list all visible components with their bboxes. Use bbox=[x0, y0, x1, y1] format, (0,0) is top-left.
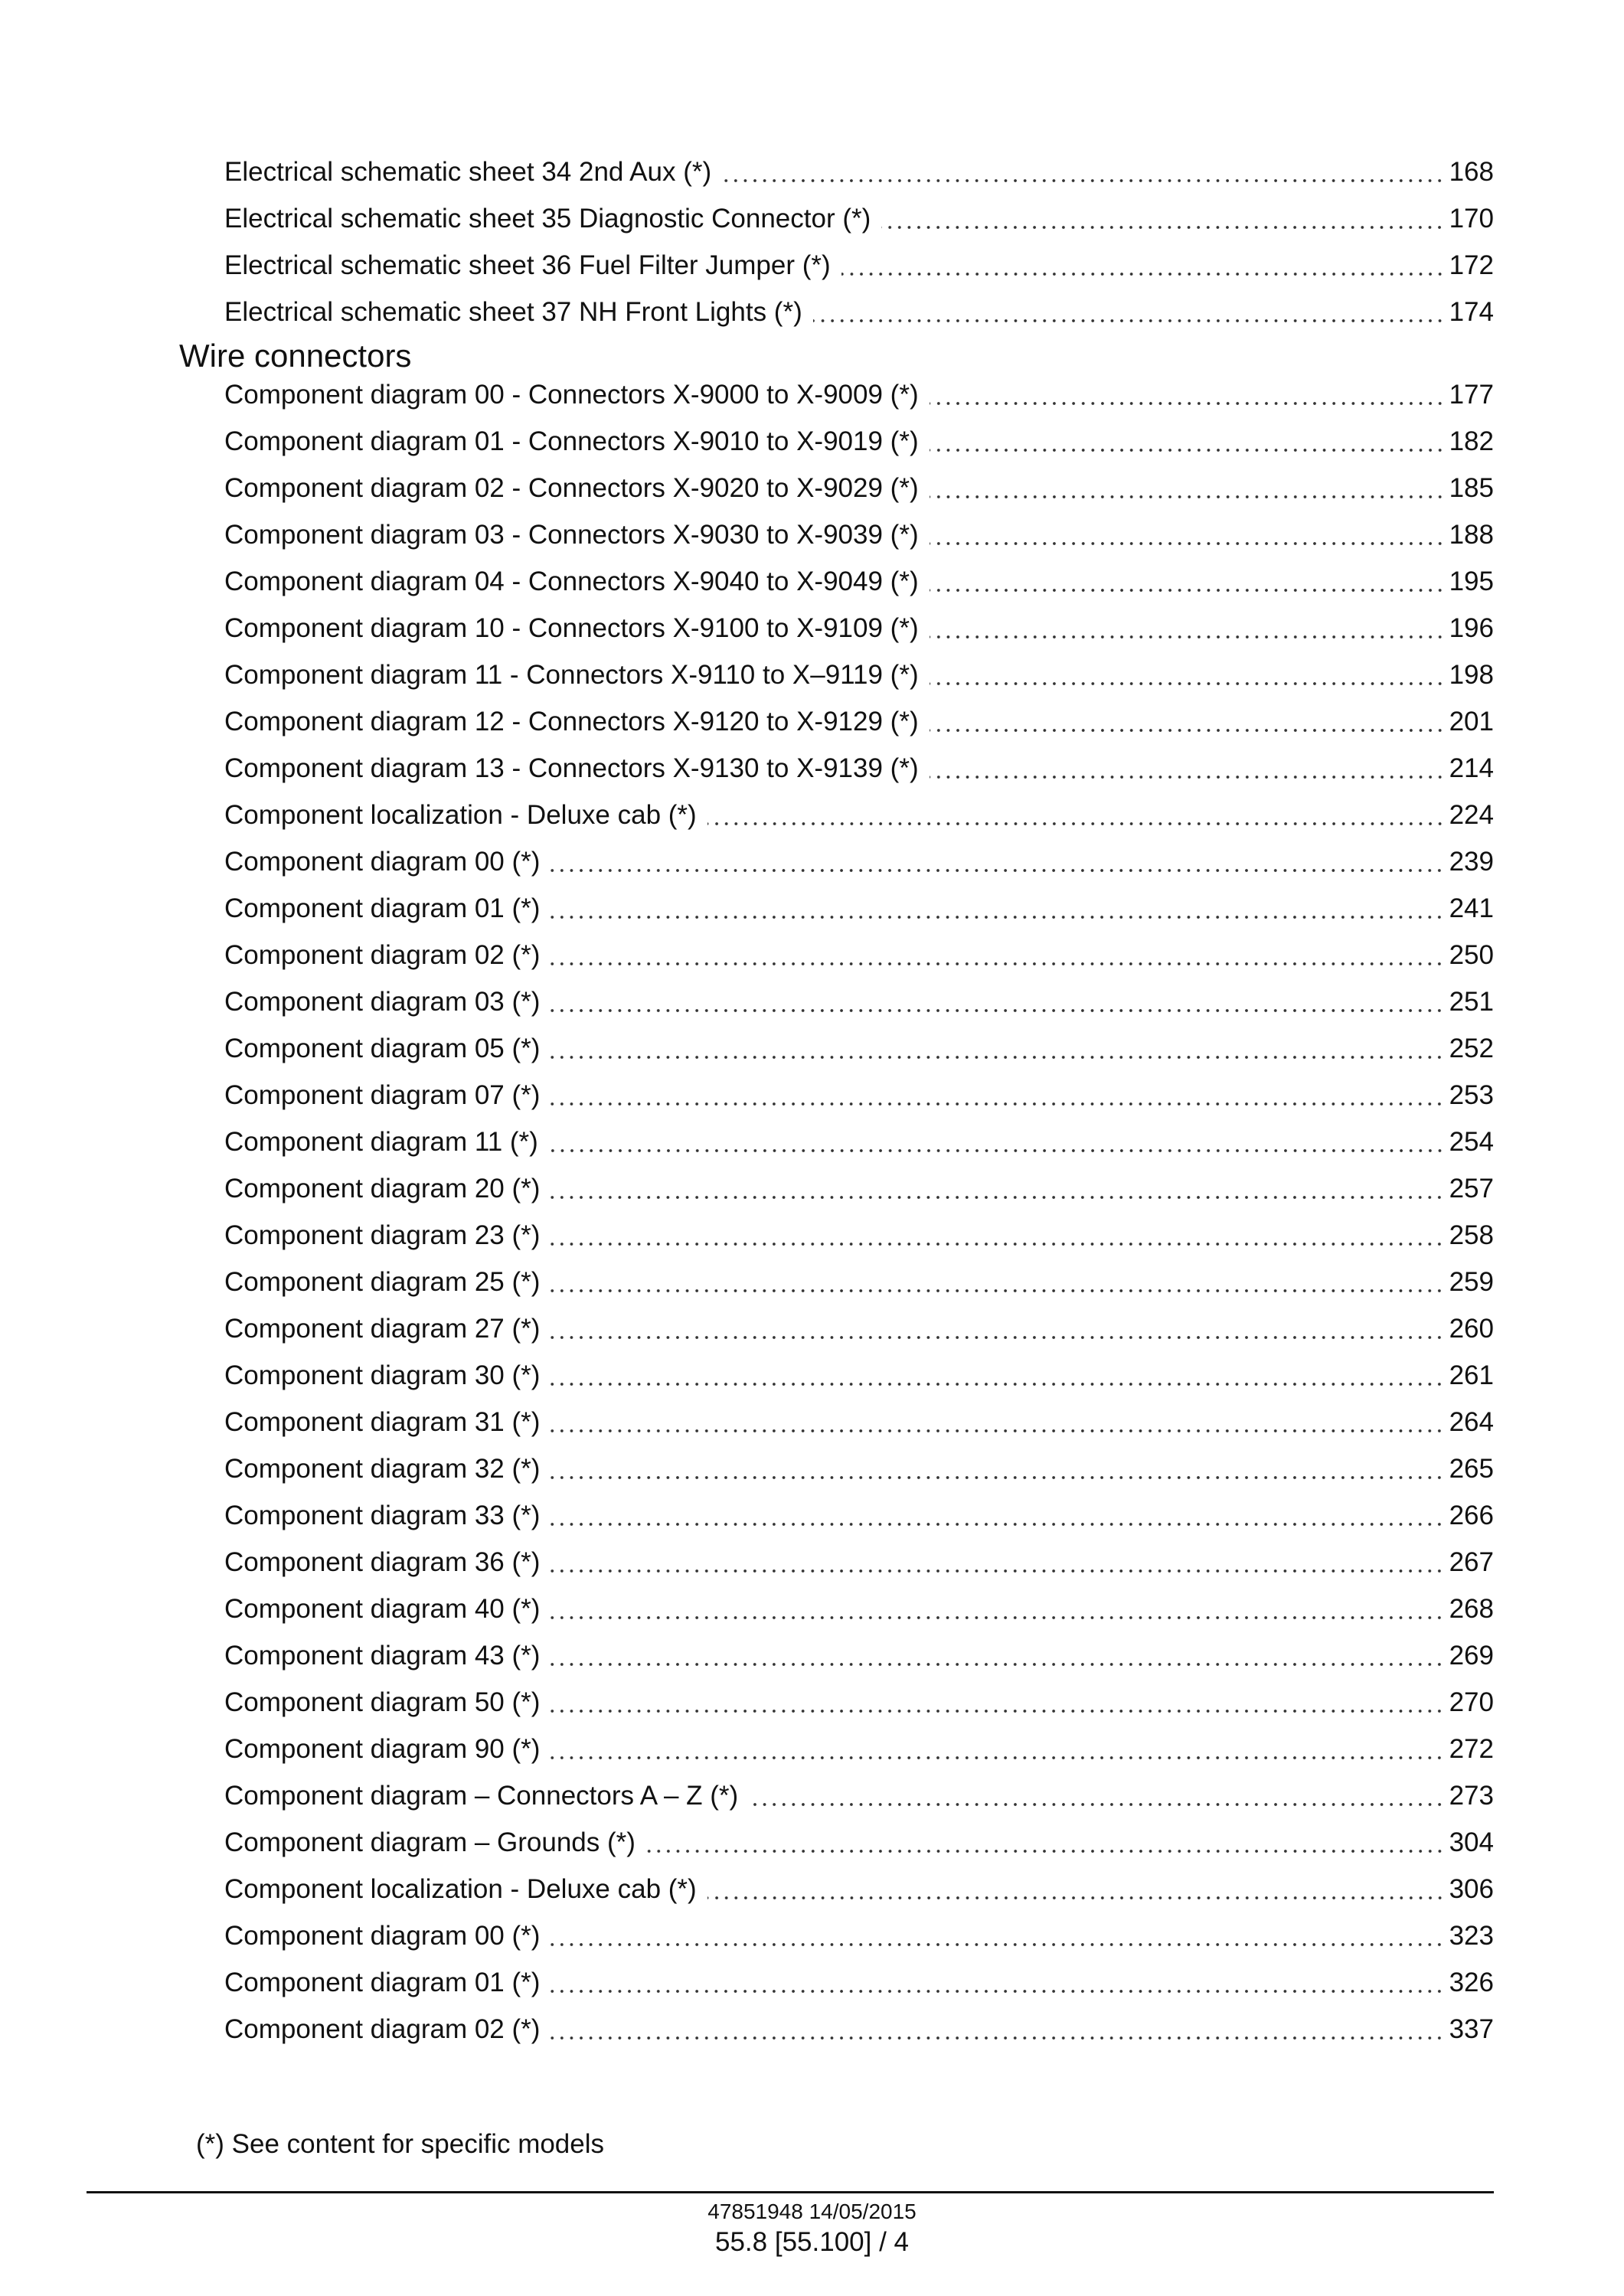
dot-leader bbox=[551, 1756, 1444, 1759]
dot-leader bbox=[551, 1102, 1444, 1106]
toc-entry-title: Component diagram – Grounds (*) bbox=[224, 1827, 636, 1857]
toc-entry-page: 259 bbox=[1449, 1267, 1494, 1297]
toc-entry-title: Electrical schematic sheet 37 NH Front Lights (*) bbox=[224, 297, 802, 327]
dot-leader bbox=[881, 226, 1444, 229]
toc-entry[interactable] bbox=[224, 793, 1494, 831]
toc-entry-page: 254 bbox=[1449, 1127, 1494, 1157]
toc-entry[interactable] bbox=[224, 1727, 1494, 1765]
toc-entry[interactable] bbox=[224, 1914, 1494, 1952]
dot-leader bbox=[551, 1569, 1444, 1573]
dot-leader bbox=[551, 1616, 1444, 1619]
dot-leader bbox=[930, 729, 1445, 732]
toc-entry-title: Component diagram 04 - Connectors X-9040 to X-9049 (*) bbox=[224, 567, 919, 596]
toc-entry-page: 172 bbox=[1449, 250, 1494, 280]
toc-entry[interactable] bbox=[224, 1120, 1494, 1158]
dot-leader bbox=[930, 635, 1445, 639]
toc-entry-page: 264 bbox=[1449, 1407, 1494, 1437]
toc-entry-page: 326 bbox=[1449, 1968, 1494, 1997]
dot-leader bbox=[646, 1850, 1445, 1853]
toc-entry[interactable] bbox=[224, 150, 1494, 188]
toc-entry-title: Component diagram 07 (*) bbox=[224, 1080, 541, 1110]
toc-entry-page: 272 bbox=[1449, 1734, 1494, 1764]
toc-entry-title: Component diagram 40 (*) bbox=[224, 1594, 541, 1624]
dot-leader bbox=[930, 449, 1445, 452]
toc-entry-page: 267 bbox=[1449, 1547, 1494, 1577]
toc-entry[interactable] bbox=[224, 1961, 1494, 1999]
dot-leader bbox=[551, 916, 1444, 919]
toc-entry-page: 185 bbox=[1449, 473, 1494, 503]
toc-entry-page: 268 bbox=[1449, 1594, 1494, 1624]
toc-entry[interactable] bbox=[224, 606, 1494, 645]
dot-leader bbox=[930, 542, 1445, 545]
toc-entry-title: Component diagram 11 (*) bbox=[224, 1127, 538, 1157]
toc-entry-title: Electrical schematic sheet 36 Fuel Filter Jumper (*) bbox=[224, 250, 831, 280]
toc-entry-title: Component diagram 02 (*) bbox=[224, 940, 541, 970]
dot-leader bbox=[551, 1383, 1444, 1386]
section-heading: Wire connectors bbox=[179, 338, 412, 374]
toc-entry-page: 258 bbox=[1449, 1220, 1494, 1250]
toc-entry-title: Component diagram 00 (*) bbox=[224, 847, 541, 877]
toc-entry-page: 188 bbox=[1449, 520, 1494, 550]
dot-leader bbox=[722, 179, 1444, 182]
toc-entry[interactable] bbox=[224, 887, 1494, 925]
toc-entry-page: 241 bbox=[1449, 893, 1494, 923]
toc-entry-title: Component diagram 02 (*) bbox=[224, 2014, 541, 2044]
dot-leader bbox=[551, 1289, 1444, 1292]
dot-leader bbox=[551, 1476, 1444, 1479]
dot-leader bbox=[551, 1663, 1444, 1666]
toc-entry-title: Component diagram 25 (*) bbox=[224, 1267, 541, 1297]
toc-entry-page: 250 bbox=[1449, 940, 1494, 970]
toc-entry-page: 182 bbox=[1449, 426, 1494, 456]
toc-entry[interactable] bbox=[224, 1821, 1494, 1859]
toc-entry-page: 177 bbox=[1449, 380, 1494, 410]
toc-entry-title: Component diagram 27 (*) bbox=[224, 1314, 541, 1344]
toc-entry-title: Component diagram 23 (*) bbox=[224, 1220, 541, 1250]
toc-entry[interactable] bbox=[224, 243, 1494, 282]
toc-entry[interactable] bbox=[224, 1867, 1494, 1906]
toc-entry-page: 251 bbox=[1449, 987, 1494, 1017]
dot-leader bbox=[551, 1336, 1444, 1339]
toc-entry[interactable] bbox=[224, 1307, 1494, 1345]
toc-entry[interactable] bbox=[224, 466, 1494, 505]
dot-leader bbox=[707, 1896, 1445, 1899]
toc-entry-page: 323 bbox=[1449, 1921, 1494, 1951]
toc-entry[interactable] bbox=[224, 700, 1494, 738]
toc-entry-page: 265 bbox=[1449, 1454, 1494, 1484]
dot-leader bbox=[551, 1523, 1444, 1526]
toc-entry-page: 195 bbox=[1449, 567, 1494, 596]
toc-entry-title: Component diagram 02 - Connectors X-9020 to X-9029 (*) bbox=[224, 473, 919, 503]
toc-entry[interactable] bbox=[224, 1400, 1494, 1439]
dot-leader bbox=[551, 1196, 1444, 1199]
toc-entry-title: Electrical schematic sheet 35 Diagnostic Connector (*) bbox=[224, 204, 871, 234]
toc-entry-title: Component diagram 43 (*) bbox=[224, 1641, 541, 1671]
dot-leader bbox=[930, 776, 1445, 779]
toc-entry[interactable] bbox=[224, 746, 1494, 785]
toc-entry-title: Component diagram 12 - Connectors X-9120 to X-9129 (*) bbox=[224, 707, 919, 736]
toc-entry-page: 266 bbox=[1449, 1501, 1494, 1530]
toc-entry[interactable] bbox=[224, 1213, 1494, 1252]
toc-entry-page: 224 bbox=[1449, 800, 1494, 830]
dot-leader bbox=[551, 1056, 1444, 1059]
toc-entry[interactable] bbox=[224, 1774, 1494, 1812]
toc-entry[interactable] bbox=[224, 2007, 1494, 2046]
dot-leader bbox=[551, 1009, 1444, 1012]
dot-leader bbox=[549, 1149, 1445, 1152]
dot-leader bbox=[749, 1803, 1444, 1806]
toc-entry-title: Electrical schematic sheet 34 2nd Aux (*) bbox=[224, 157, 712, 187]
toc-entry-title: Component diagram 01 (*) bbox=[224, 1968, 541, 1997]
toc-entry-title: Component diagram 10 - Connectors X-9100 to X-9109 (*) bbox=[224, 613, 919, 643]
toc-entry-title: Component diagram 20 (*) bbox=[224, 1174, 541, 1204]
toc-entry-page: 174 bbox=[1449, 297, 1494, 327]
toc-entry-page: 252 bbox=[1449, 1034, 1494, 1063]
toc-entry-page: 260 bbox=[1449, 1314, 1494, 1344]
toc-entry-page: 168 bbox=[1449, 157, 1494, 187]
toc-entry-page: 269 bbox=[1449, 1641, 1494, 1671]
dot-leader bbox=[551, 1429, 1444, 1432]
toc-entry-title: Component diagram 03 (*) bbox=[224, 987, 541, 1017]
toc-entry[interactable] bbox=[224, 1680, 1494, 1719]
toc-entry[interactable] bbox=[224, 1167, 1494, 1205]
toc-entry-title: Component diagram 13 - Connectors X-9130 to X-9139 (*) bbox=[224, 753, 919, 783]
dot-leader bbox=[813, 319, 1445, 322]
toc-entry-page: 337 bbox=[1449, 2014, 1494, 2044]
toc-entry[interactable] bbox=[224, 290, 1494, 328]
toc-entry-page: 196 bbox=[1449, 613, 1494, 643]
toc-entry-page: 253 bbox=[1449, 1080, 1494, 1110]
toc-entry-page: 304 bbox=[1449, 1827, 1494, 1857]
toc-entry-title: Component diagram – Connectors A – Z (*) bbox=[224, 1781, 739, 1811]
toc-entry-title: Component diagram 01 - Connectors X-9010 to X-9019 (*) bbox=[224, 426, 919, 456]
toc-entry[interactable] bbox=[224, 840, 1494, 878]
toc-entry-title: Component localization - Deluxe cab (*) bbox=[224, 1874, 697, 1904]
toc-entry-page: 270 bbox=[1449, 1687, 1494, 1717]
toc-entry-title: Component diagram 31 (*) bbox=[224, 1407, 541, 1437]
toc-entry-title: Component diagram 00 - Connectors X-9000 to X-9009 (*) bbox=[224, 380, 919, 410]
toc-entry-page: 198 bbox=[1449, 660, 1494, 690]
dot-leader bbox=[551, 2036, 1444, 2040]
toc-entry-title: Component diagram 32 (*) bbox=[224, 1454, 541, 1484]
toc-entry-page: 214 bbox=[1449, 753, 1494, 783]
toc-entry-page: 261 bbox=[1449, 1360, 1494, 1390]
dot-leader bbox=[841, 273, 1445, 276]
toc-entry[interactable] bbox=[224, 1494, 1494, 1532]
dot-leader bbox=[930, 402, 1445, 405]
toc-entry-title: Component diagram 36 (*) bbox=[224, 1547, 541, 1577]
document-id: 47851948 14/05/2015 bbox=[707, 2200, 917, 2223]
dot-leader bbox=[551, 1943, 1444, 1946]
toc-entry[interactable] bbox=[224, 420, 1494, 458]
dot-leader bbox=[551, 1990, 1444, 1993]
toc-entry-page: 257 bbox=[1449, 1174, 1494, 1204]
toc-entry[interactable] bbox=[224, 513, 1494, 551]
toc-entry[interactable] bbox=[224, 1260, 1494, 1298]
toc-entry-title: Component localization - Deluxe cab (*) bbox=[224, 800, 697, 830]
toc-entry[interactable] bbox=[224, 1587, 1494, 1625]
toc-entry-page: 306 bbox=[1449, 1874, 1494, 1904]
toc-entry[interactable] bbox=[224, 1540, 1494, 1579]
toc-entry[interactable] bbox=[224, 653, 1494, 691]
dot-leader bbox=[551, 869, 1444, 872]
toc-entry-title: Component diagram 11 - Connectors X-9110 to X–9119 (*) bbox=[224, 660, 919, 690]
toc-entry[interactable] bbox=[224, 197, 1494, 235]
dot-leader bbox=[707, 822, 1445, 825]
toc-entry[interactable] bbox=[224, 1027, 1494, 1065]
toc-entry[interactable] bbox=[224, 933, 1494, 972]
toc-entry[interactable] bbox=[224, 560, 1494, 598]
toc-entry-page: 201 bbox=[1449, 707, 1494, 736]
toc-entry-title: Component diagram 00 (*) bbox=[224, 1921, 541, 1951]
toc-entry-page: 239 bbox=[1449, 847, 1494, 877]
toc-entry[interactable] bbox=[224, 1634, 1494, 1672]
toc-entry[interactable] bbox=[224, 373, 1494, 411]
toc-entry-title: Component diagram 30 (*) bbox=[224, 1360, 541, 1390]
toc-entry-title: Component diagram 05 (*) bbox=[224, 1034, 541, 1063]
toc-entry[interactable] bbox=[224, 1354, 1494, 1392]
toc-entry[interactable] bbox=[224, 1447, 1494, 1485]
dot-leader bbox=[551, 962, 1444, 965]
toc-entry-page: 170 bbox=[1449, 204, 1494, 234]
toc-entry-title: Component diagram 03 - Connectors X-9030 to X-9039 (*) bbox=[224, 520, 919, 550]
toc-entry[interactable] bbox=[224, 980, 1494, 1018]
footnote: (*) See content for specific models bbox=[196, 2129, 605, 2159]
toc-entry-title: Component diagram 50 (*) bbox=[224, 1687, 541, 1717]
dot-leader bbox=[551, 1710, 1444, 1713]
dot-leader bbox=[551, 1243, 1444, 1246]
toc-entry-title: Component diagram 01 (*) bbox=[224, 893, 541, 923]
dot-leader bbox=[930, 589, 1445, 592]
toc-entry-title: Component diagram 33 (*) bbox=[224, 1501, 541, 1530]
toc-entry-page: 273 bbox=[1449, 1781, 1494, 1811]
toc-entry-title: Component diagram 90 (*) bbox=[224, 1734, 541, 1764]
footer-divider bbox=[87, 2191, 1494, 2193]
dot-leader bbox=[930, 495, 1445, 498]
toc-entry[interactable] bbox=[224, 1073, 1494, 1112]
dot-leader bbox=[930, 682, 1445, 685]
page-number: 55.8 [55.100] / 4 bbox=[715, 2227, 909, 2257]
